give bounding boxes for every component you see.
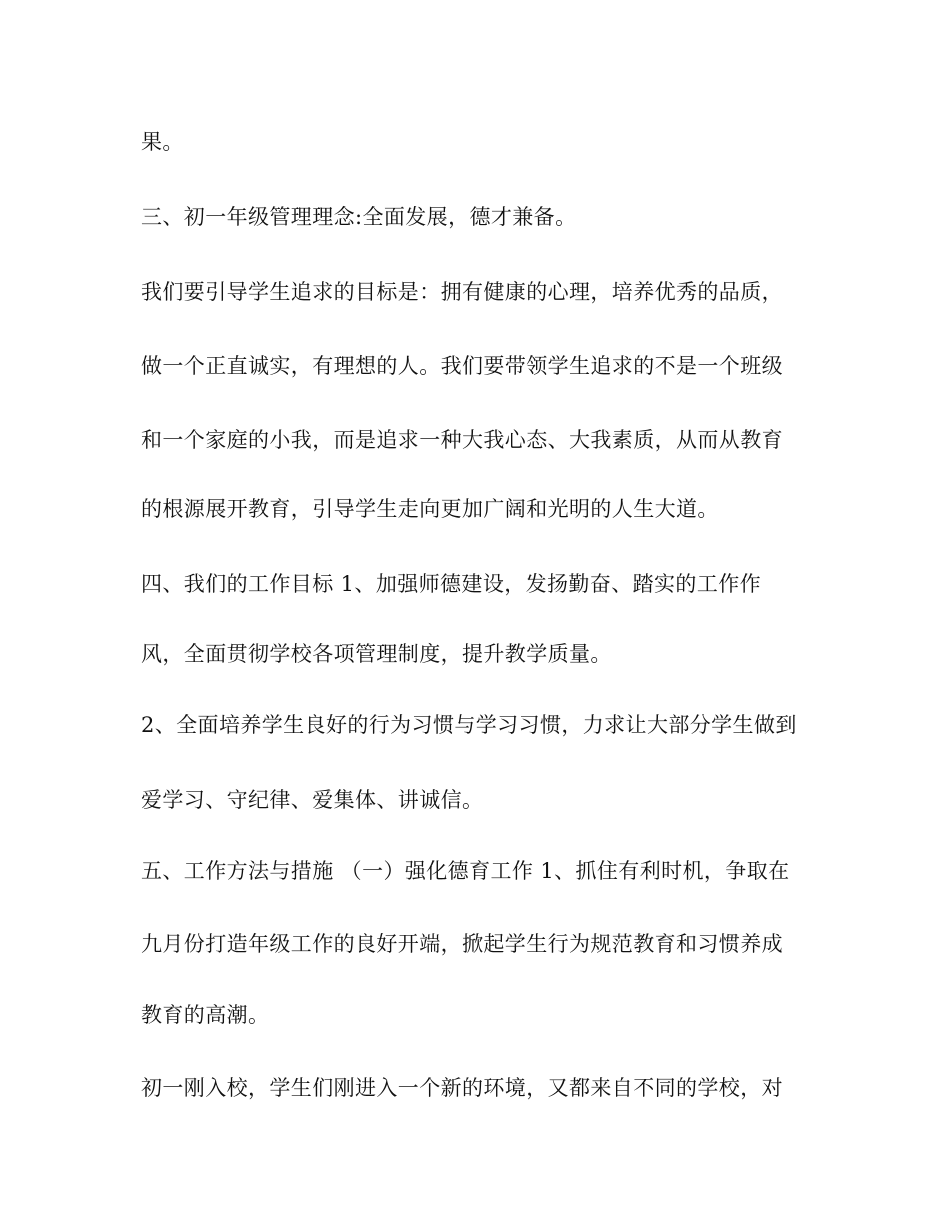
text-line: 的根源展开教育，引导学生走向更加广阔和光明的人生大道。 bbox=[141, 497, 719, 521]
text-line: 做一个正直诚实，有理想的人。我们要带领学生追求的不是一个班级 bbox=[141, 354, 783, 378]
section-heading: 三、初一年级管理理念:全面发展，德才兼备。 bbox=[141, 205, 577, 229]
section-heading: 四、我们的工作目标 1、加强师德建设，发扬勤奋、踏实的工作作 bbox=[141, 572, 762, 596]
text-line: 果。 bbox=[141, 130, 184, 154]
text-line: 初一刚入校，学生们刚进入一个新的环境，又都来自不同的学校，对 bbox=[141, 1076, 783, 1100]
text-line: 爱学习、守纪律、爱集体、讲诚信。 bbox=[141, 788, 484, 812]
text-line: 2、全面培养学生良好的行为习惯与学习习惯，力求让大部分学生做到 bbox=[141, 713, 797, 737]
text-line: 风，全面贯彻学校各项管理制度，提升教学质量。 bbox=[141, 642, 612, 666]
text-line: 和一个家庭的小我，而是追求一种大我心态、大我素质，从而从教育 bbox=[141, 428, 783, 452]
text-line: 教育的高潮。 bbox=[141, 1003, 270, 1027]
text-line: 九月份打造年级工作的良好开端，掀起学生行为规范教育和习惯养成 bbox=[141, 932, 783, 956]
text-line: 我们要引导学生追求的目标是：拥有健康的心理，培养优秀的品质， bbox=[141, 280, 783, 304]
section-heading: 五、工作方法与措施 （一）强化德育工作 1、抓住有利时机，争取在 bbox=[141, 859, 790, 883]
